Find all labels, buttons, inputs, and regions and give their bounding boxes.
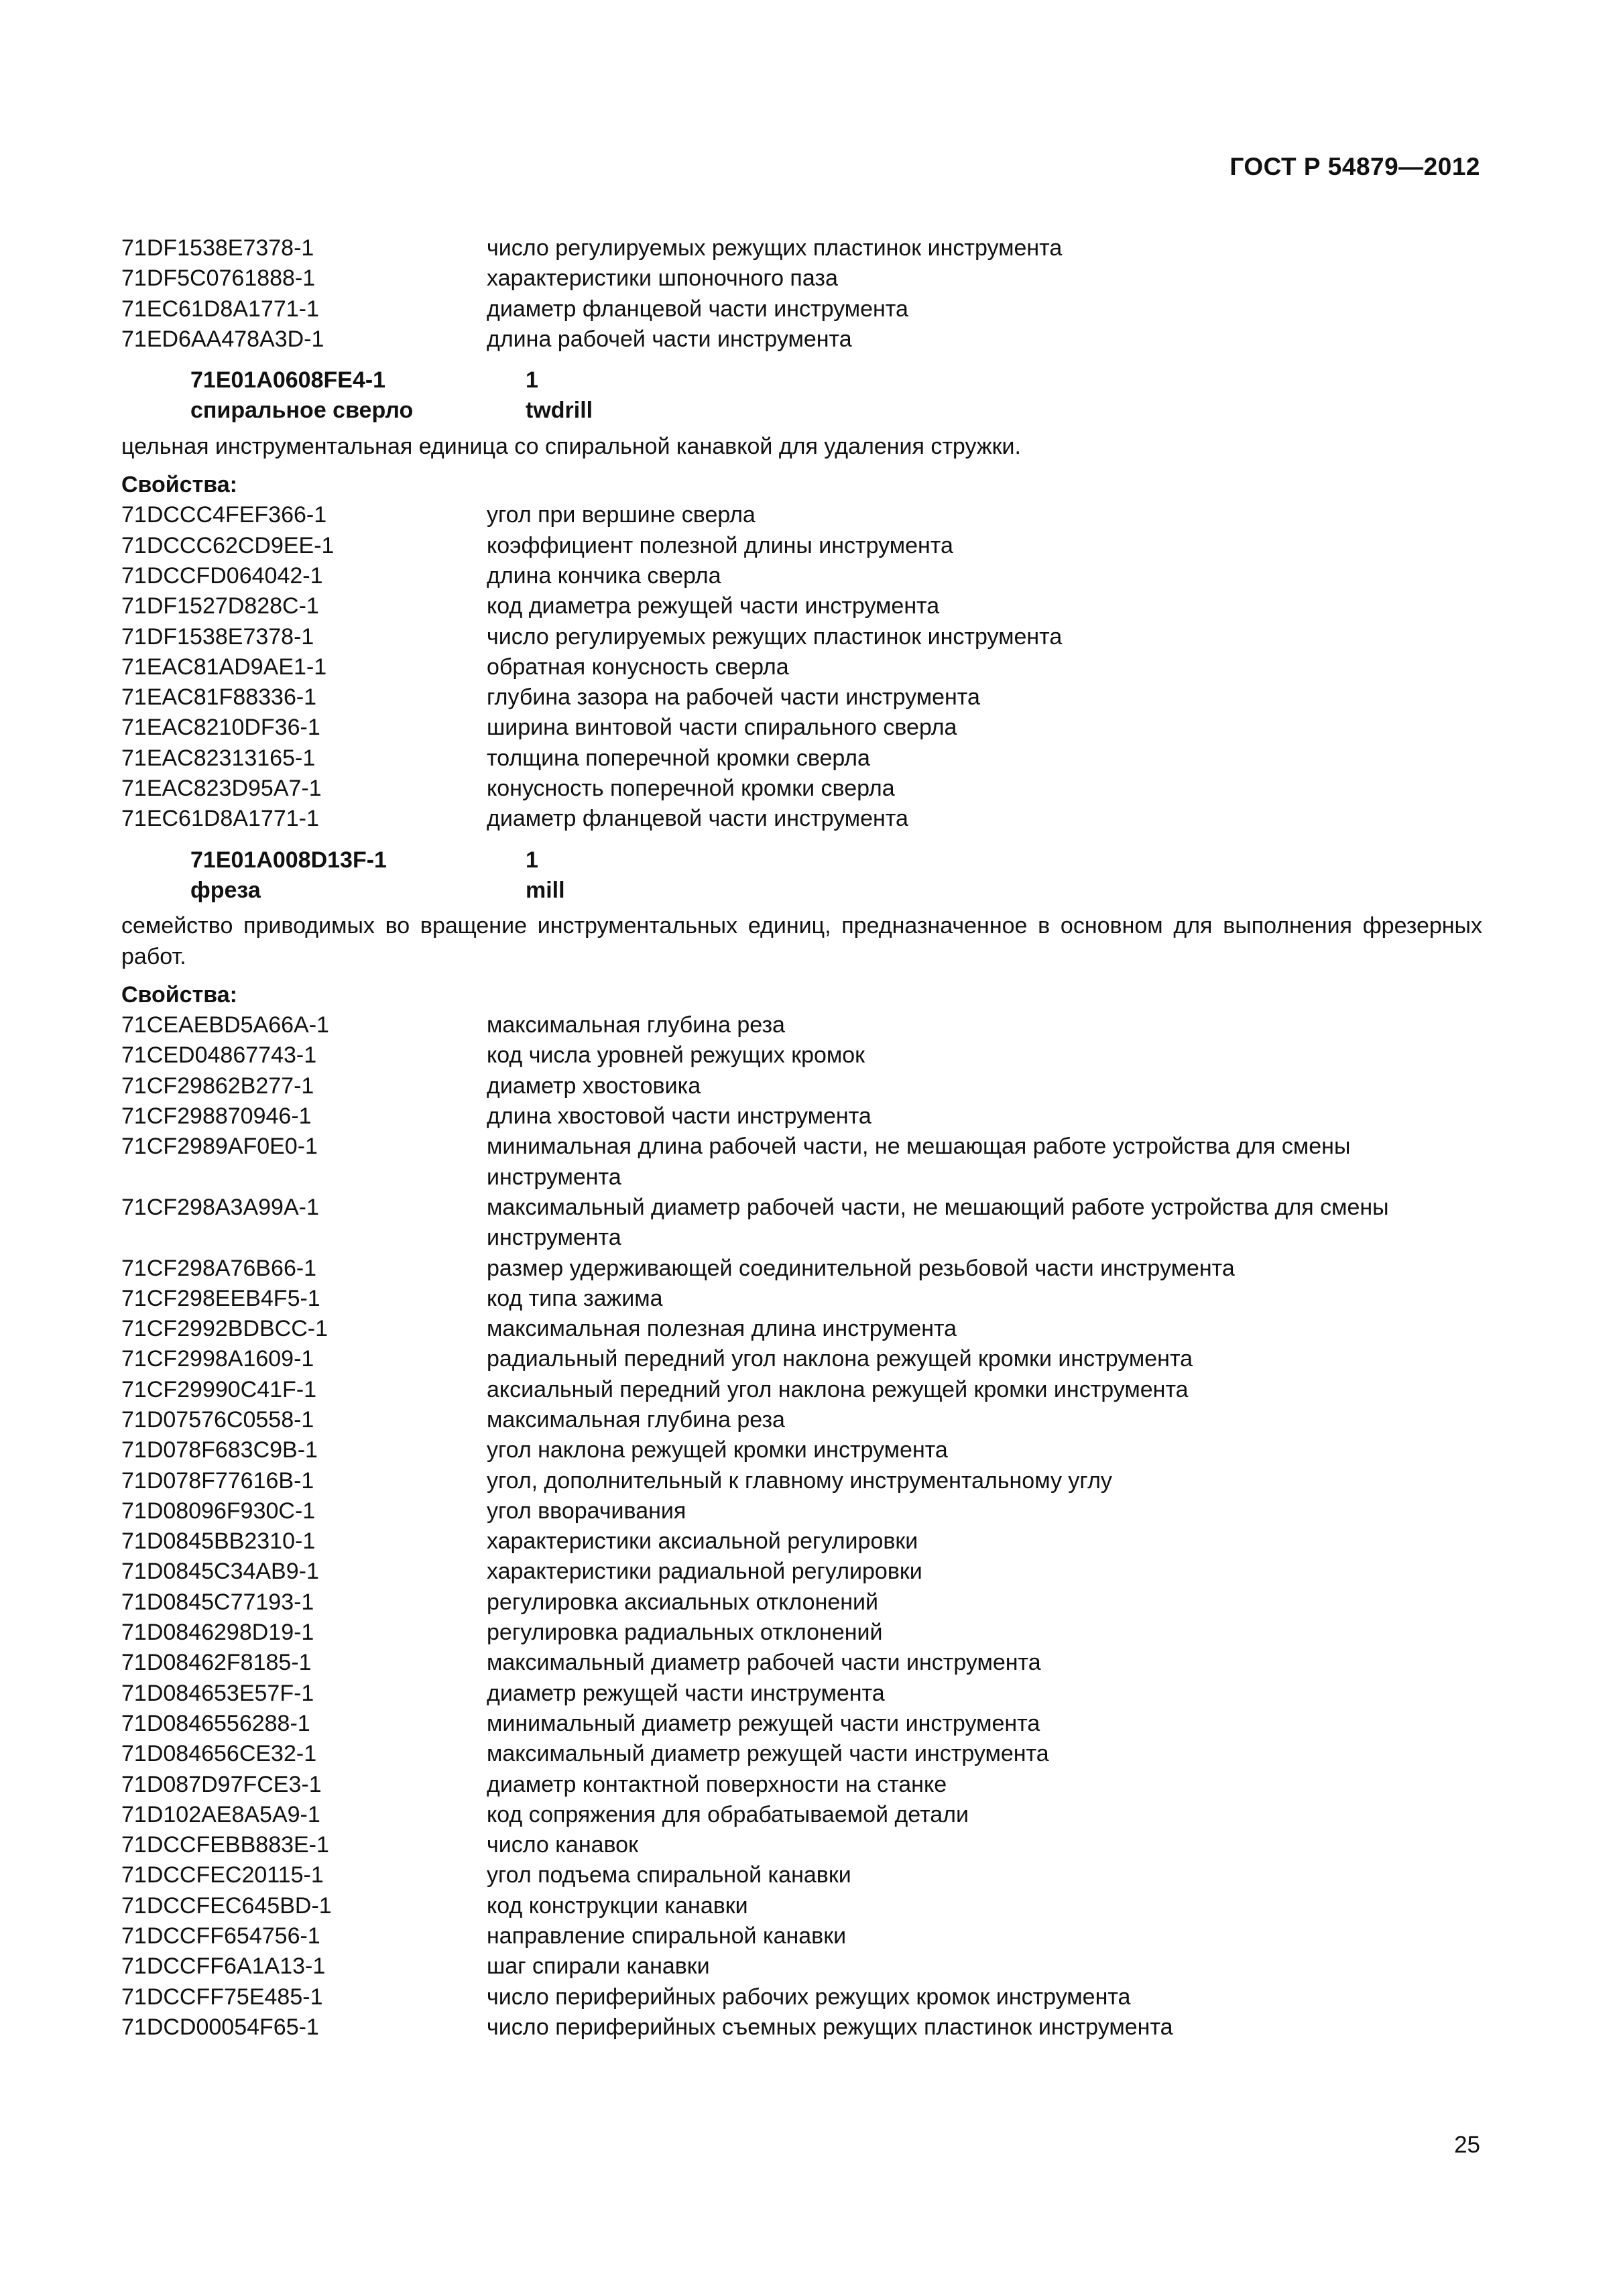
properties-title: Свойства: bbox=[121, 472, 237, 498]
property-description: длина рабочей части инструмента bbox=[487, 326, 852, 352]
property-code: 71DCCFEC20115-1 bbox=[121, 1862, 324, 1888]
property-code: 71DCCC62CD9EE-1 bbox=[121, 532, 335, 558]
property-row bbox=[121, 774, 1482, 804]
property-row bbox=[121, 1132, 1482, 1193]
property-description: диаметр фланцевой части инструмента bbox=[487, 806, 908, 832]
property-row bbox=[121, 1284, 1482, 1314]
entity-version: 1 bbox=[526, 847, 538, 873]
property-description: глубина зазора на рабочей части инструмента bbox=[487, 684, 980, 711]
property-row bbox=[121, 1982, 1482, 2012]
property-code: 71D087D97FCE3-1 bbox=[121, 1771, 322, 1797]
property-description: диаметр контактной поверхности на станке bbox=[487, 1771, 947, 1797]
property-description: обратная конусность сверла bbox=[487, 654, 789, 680]
property-row bbox=[121, 652, 1482, 682]
mill-property-list bbox=[121, 1010, 1482, 2043]
property-description: регулировка аксиальных отклонений bbox=[487, 1589, 879, 1615]
entity-definition: семейство приводимых во вращение инструментальных единиц, предназначенное в основном для выполнения фрезерных работ. bbox=[121, 913, 1482, 969]
property-row bbox=[121, 713, 1482, 743]
property-description: характеристики радиальной регулировки bbox=[487, 1559, 922, 1585]
property-description: характеристики аксиальной регулировки bbox=[487, 1528, 918, 1555]
property-code: 71D08462F8185-1 bbox=[121, 1650, 312, 1676]
entity-heading-drill bbox=[121, 365, 1482, 426]
property-code: 71D102AE8A5A9-1 bbox=[121, 1801, 320, 1827]
property-code: 71DF1538E7378-1 bbox=[121, 235, 314, 261]
property-code: 71DCCFEBB883E-1 bbox=[121, 1832, 329, 1858]
property-row bbox=[121, 294, 1482, 324]
property-row bbox=[121, 1314, 1482, 1344]
property-row bbox=[121, 804, 1482, 834]
property-description: регулировка радиальных отклонений bbox=[487, 1620, 883, 1646]
entity-name-en: mill bbox=[526, 877, 565, 903]
property-row bbox=[121, 1405, 1482, 1435]
property-description: ширина винтовой части спирального сверла bbox=[487, 715, 957, 741]
property-code: 71DCCFF654756-1 bbox=[121, 1923, 320, 1949]
property-row bbox=[121, 1739, 1482, 1769]
property-description: минимальная длина рабочей части, не мешающая работе устройства для смены инструмента bbox=[487, 1134, 1351, 1190]
entity-name-ru: спиральное сверло bbox=[190, 398, 414, 424]
property-row bbox=[121, 1587, 1482, 1618]
property-row bbox=[121, 1101, 1482, 1132]
top-property-list bbox=[121, 233, 1482, 355]
property-code: 71CF298870946-1 bbox=[121, 1103, 312, 1130]
property-row bbox=[121, 531, 1482, 561]
property-description: код сопряжения для обрабатываемой детали bbox=[487, 1801, 969, 1827]
page-header: ГОСТ Р 54879—2012 bbox=[1229, 153, 1480, 180]
page-number: 25 bbox=[1454, 2132, 1480, 2158]
property-row bbox=[121, 1557, 1482, 1587]
property-description: угол при вершине сверла bbox=[487, 502, 756, 528]
property-code: 71D084653E57F-1 bbox=[121, 1680, 314, 1706]
property-row bbox=[121, 500, 1482, 530]
property-description: шаг спирали канавки bbox=[487, 1953, 710, 1980]
property-row bbox=[121, 1618, 1482, 1648]
property-row bbox=[121, 1375, 1482, 1405]
property-code: 71ED6AA478A3D-1 bbox=[121, 326, 324, 352]
property-description: длина кончика сверла bbox=[487, 562, 721, 589]
property-row bbox=[121, 1435, 1482, 1465]
entity-name-en: twdrill bbox=[526, 398, 593, 424]
property-code: 71CF298A3A99A-1 bbox=[121, 1194, 319, 1220]
property-description: код конструкции канавки bbox=[487, 1892, 748, 1919]
property-description: конусность поперечной кромки сверла bbox=[487, 776, 895, 802]
property-row bbox=[121, 1921, 1482, 1951]
property-row bbox=[121, 1466, 1482, 1496]
property-description: длина хвостовой части инструмента bbox=[487, 1103, 871, 1130]
property-description: диаметр хвостовика bbox=[487, 1073, 701, 1099]
property-code: 71DCCFF6A1A13-1 bbox=[121, 1953, 326, 1980]
property-description: число периферийных съемных режущих пластинок инструмента bbox=[487, 2014, 1173, 2040]
property-code: 71D0845C34AB9-1 bbox=[121, 1559, 319, 1585]
property-description: угол подъема спиральной канавки bbox=[487, 1862, 851, 1888]
property-description: размер удерживающей соединительной резьбовой части инструмента bbox=[487, 1255, 1235, 1281]
property-row bbox=[121, 682, 1482, 713]
property-description: максимальная глубина реза bbox=[487, 1012, 785, 1038]
property-code: 71D0846298D19-1 bbox=[121, 1620, 314, 1646]
property-code: 71D08096F930C-1 bbox=[121, 1498, 316, 1524]
property-code: 71D0846556288-1 bbox=[121, 1710, 310, 1736]
property-description: угол вворачивания bbox=[487, 1498, 686, 1524]
property-row bbox=[121, 233, 1482, 263]
property-code: 71DF5C0761888-1 bbox=[121, 265, 316, 292]
property-row bbox=[121, 1344, 1482, 1374]
document-body bbox=[121, 233, 1482, 2043]
entity-name-ru: фреза bbox=[190, 877, 261, 903]
property-code: 71EAC81F88336-1 bbox=[121, 684, 317, 711]
property-description: радиальный передний угол наклона режущей кромки инструмента bbox=[487, 1346, 1193, 1372]
property-row bbox=[121, 1951, 1482, 1982]
property-code: 71CF2992BDBCC-1 bbox=[121, 1316, 328, 1342]
property-code: 71CEAEBD5A66A-1 bbox=[121, 1012, 329, 1038]
property-code: 71D0845BB2310-1 bbox=[121, 1528, 316, 1555]
property-code: 71CF298EEB4F5-1 bbox=[121, 1285, 320, 1311]
entity-heading-mill bbox=[121, 845, 1482, 906]
property-code: 71D078F683C9B-1 bbox=[121, 1437, 318, 1463]
property-code: 71DF1527D828C-1 bbox=[121, 593, 319, 619]
property-description: направление спиральной канавки bbox=[487, 1923, 847, 1949]
property-row bbox=[121, 622, 1482, 652]
property-description: минимальный диаметр режущей части инструмента bbox=[487, 1710, 1040, 1736]
property-code: 71EC61D8A1771-1 bbox=[121, 296, 319, 322]
property-code: 71D084656CE32-1 bbox=[121, 1741, 317, 1767]
property-description: число канавок bbox=[487, 1832, 638, 1858]
property-row bbox=[121, 1193, 1482, 1254]
property-row bbox=[121, 1071, 1482, 1101]
property-row bbox=[121, 743, 1482, 774]
property-code: 71D078F77616B-1 bbox=[121, 1467, 314, 1494]
property-row bbox=[121, 1648, 1482, 1678]
property-description: толщина поперечной кромки сверла bbox=[487, 745, 870, 771]
property-code: 71DCCC4FEF366-1 bbox=[121, 502, 327, 528]
property-description: максимальный диаметр рабочей части, не мешающий работе устройства для смены инструмента bbox=[487, 1194, 1389, 1251]
property-description: угол наклона режущей кромки инструмента bbox=[487, 1437, 948, 1463]
property-code: 71EAC82313165-1 bbox=[121, 745, 316, 771]
property-code: 71CF29990C41F-1 bbox=[121, 1376, 317, 1402]
property-description: код типа зажима bbox=[487, 1285, 663, 1311]
property-code: 71CF298A76B66-1 bbox=[121, 1255, 317, 1281]
property-description: максимальная глубина реза bbox=[487, 1406, 785, 1433]
property-row bbox=[121, 324, 1482, 355]
property-row bbox=[121, 1770, 1482, 1800]
entity-version: 1 bbox=[526, 367, 538, 394]
property-description: коэффициент полезной длины инструмента bbox=[487, 532, 953, 558]
property-code: 71EAC81AD9AE1-1 bbox=[121, 654, 327, 680]
property-row bbox=[121, 1254, 1482, 1284]
property-description: диаметр фланцевой части инструмента bbox=[487, 296, 908, 322]
property-description: максимальная полезная длина инструмента bbox=[487, 1316, 957, 1342]
entity-code: 71E01A008D13F-1 bbox=[190, 847, 387, 873]
property-code: 71EAC8210DF36-1 bbox=[121, 715, 320, 741]
property-code: 71CF29862B277-1 bbox=[121, 1073, 314, 1099]
property-description: характеристики шпоночного паза bbox=[487, 265, 838, 292]
property-row bbox=[121, 2012, 1482, 2043]
entity-code: 71E01A0608FE4-1 bbox=[190, 367, 386, 394]
property-description: число периферийных рабочих режущих кромок инструмента bbox=[487, 1984, 1131, 2010]
property-row bbox=[121, 1679, 1482, 1709]
property-code: 71DCD00054F65-1 bbox=[121, 2014, 319, 2040]
property-description: код диаметра режущей части инструмента bbox=[487, 593, 940, 619]
property-description: диаметр режущей части инструмента bbox=[487, 1680, 885, 1706]
property-code: 71DCCFF75E485-1 bbox=[121, 1984, 323, 2010]
property-description: угол, дополнительный к главному инструментальному углу bbox=[487, 1467, 1112, 1494]
property-row bbox=[121, 1800, 1482, 1830]
drill-property-list bbox=[121, 500, 1482, 834]
property-row bbox=[121, 1010, 1482, 1040]
property-code: 71EC61D8A1771-1 bbox=[121, 806, 319, 832]
property-row bbox=[121, 1709, 1482, 1739]
property-row bbox=[121, 591, 1482, 621]
property-code: 71DCCFD064042-1 bbox=[121, 562, 323, 589]
property-code: 71CF2989AF0E0-1 bbox=[121, 1134, 318, 1160]
property-description: аксиальный передний угол наклона режущей кромки инструмента bbox=[487, 1376, 1189, 1402]
property-description: код числа уровней режущих кромок bbox=[487, 1042, 865, 1069]
property-row bbox=[121, 1496, 1482, 1526]
properties-title: Свойства: bbox=[121, 981, 237, 1008]
property-row bbox=[121, 1040, 1482, 1071]
property-code: 71DF1538E7378-1 bbox=[121, 623, 314, 650]
property-description: число регулируемых режущих пластинок инструмента bbox=[487, 235, 1063, 261]
property-description: максимальный диаметр режущей части инструмента bbox=[487, 1741, 1049, 1767]
property-description: число регулируемых режущих пластинок инструмента bbox=[487, 623, 1063, 650]
property-code: 71CED04867743-1 bbox=[121, 1042, 317, 1069]
property-row bbox=[121, 1860, 1482, 1890]
property-row bbox=[121, 561, 1482, 591]
entity-definition: цельная инструментальная единица со спиральной канавкой для удаления стружки. bbox=[121, 433, 1021, 459]
property-code: 71D07576C0558-1 bbox=[121, 1406, 314, 1433]
property-code: 71EAC823D95A7-1 bbox=[121, 776, 322, 802]
property-code: 71CF2998A1609-1 bbox=[121, 1346, 314, 1372]
property-row bbox=[121, 263, 1482, 294]
property-code: 71DCCFEC645BD-1 bbox=[121, 1892, 332, 1919]
property-description: максимальный диаметр рабочей части инструмента bbox=[487, 1650, 1041, 1676]
property-code: 71D0845C77193-1 bbox=[121, 1589, 314, 1615]
property-row bbox=[121, 1830, 1482, 1860]
property-row bbox=[121, 1891, 1482, 1921]
property-row bbox=[121, 1526, 1482, 1557]
